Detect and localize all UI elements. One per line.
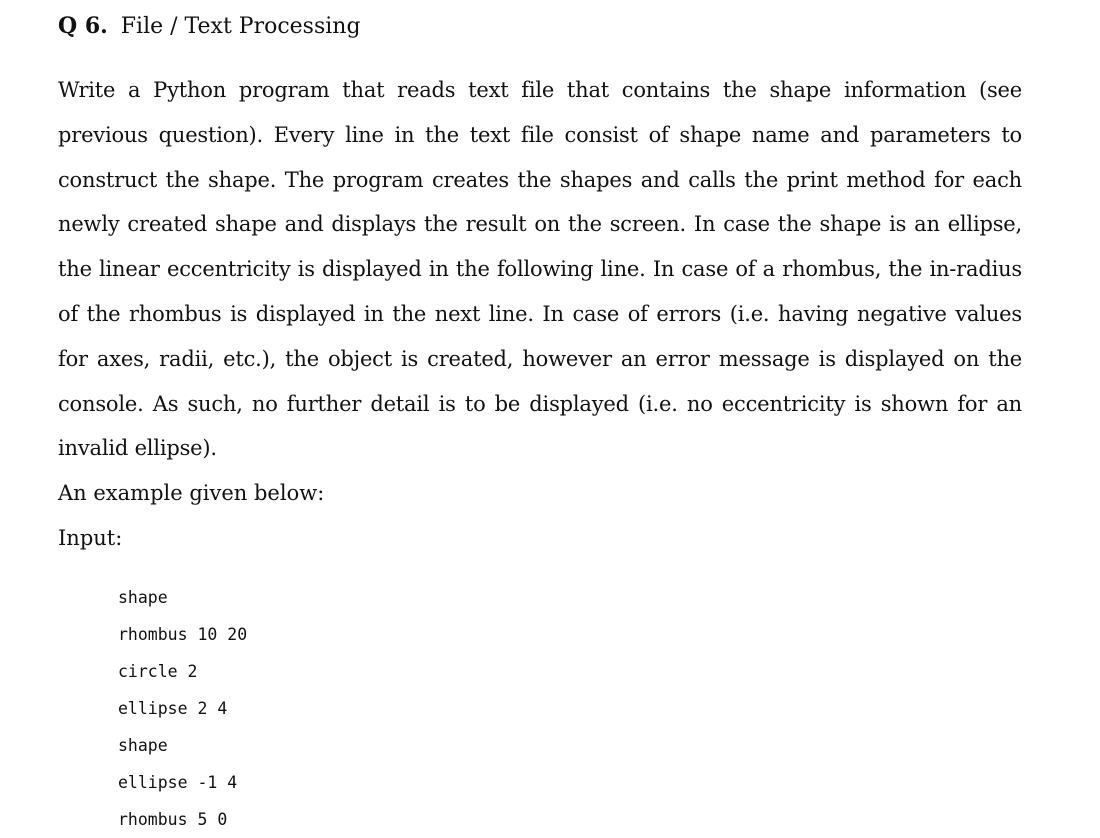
- code-line: rhombus 10 20: [118, 624, 248, 644]
- input-code-block: [118, 579, 1022, 838]
- question-heading: [58, 8, 1022, 44]
- code-line: rhombus 5 0: [118, 809, 228, 829]
- code-line: circle 2: [118, 661, 198, 681]
- code-line: shape: [118, 735, 168, 755]
- question-title: File / Text Processing: [120, 14, 361, 39]
- input-label: Input:: [58, 525, 123, 550]
- question-description: Write a Python program that reads text file that contains the shape information (see previous question). Every line in the text file consist of shape name and parameters to construct the shape. The program creates the shapes and calls the print method for each newly created shape and displays the result on the screen. In case the shape is an ellipse, the linear eccentricity is displayed in the following line. In case of a rhombus, the in-radius of the rhombus is displayed in the next line. In case of errors (i.e. having negative values for axes, radii, etc.), the object is created, however an error message is displayed on the console. As such, no further detail is to be displayed (i.e. no eccentricity is shown for an invalid ellipse).: [58, 78, 1022, 461]
- code-line: shape: [118, 587, 168, 607]
- code-line: ellipse -1 4: [118, 772, 238, 792]
- question-number: Q 6.: [58, 13, 108, 39]
- document-page: [58, 8, 1022, 838]
- code-line: ellipse 2 4: [118, 698, 228, 718]
- example-intro: An example given below:: [58, 481, 325, 506]
